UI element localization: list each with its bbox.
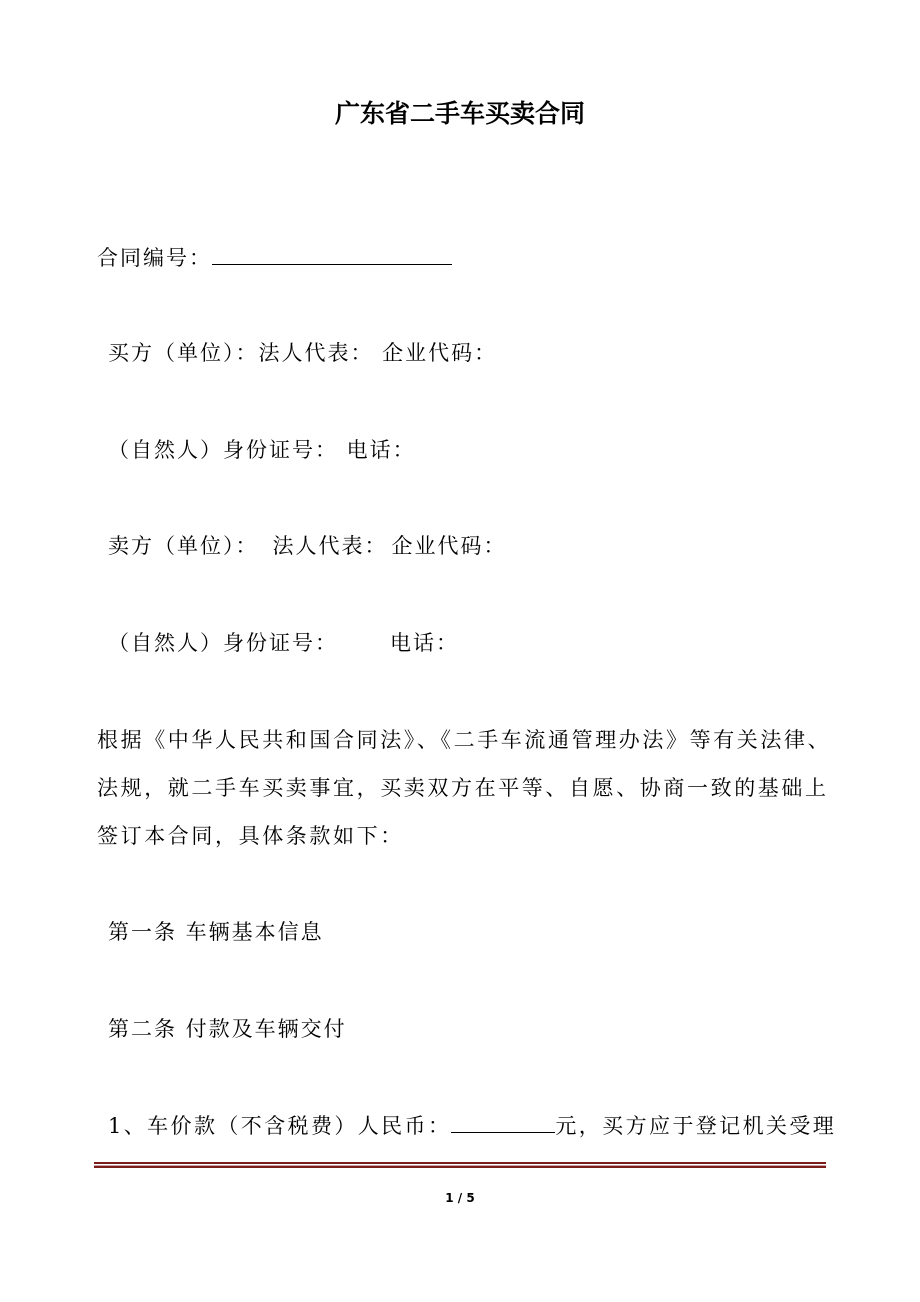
item-1-prefix: 1、车价款（不含税费）人民币： [108,1114,452,1138]
buyer-natural-person-line: （自然人）身份证号： 电话： [108,438,416,462]
seller-natural-person-line [108,628,459,658]
intro-paragraph: 根据《中华人民共和国合同法》、《二手车流通管理办法》等有关法律、法规，就二手车买卖事宜，买卖双方在平等、自愿、协商一致的基础上签订本合同，具体条款如下： [97,728,832,848]
contract-number-label: 合同编号： [97,246,212,270]
article-1-heading: 第一条 车辆基本信息 [108,920,324,944]
page-number: 1 / 5 [445,1191,475,1205]
contract-number-blank [212,242,452,265]
seller-code-label: 企业代码： [391,534,507,558]
item-1-line [108,1110,836,1141]
item-1-suffix: 元，买方应于登记机关受理 [555,1114,837,1138]
page-title: 广东省二手车买卖合同 [334,99,585,128]
article-2-heading: 第二条 付款及车辆交付 [108,1017,347,1041]
seller-id-label: （自然人）身份证号： [108,631,338,655]
contract-number-line [97,242,452,273]
seller-phone-label: 电话： [390,631,459,655]
footer-rule [94,1162,826,1168]
price-blank [451,1110,555,1133]
seller-rep-label: 法人代表： [272,534,388,558]
buyer-unit-line: 买方（单位）：法人代表： 企业代码： [108,341,498,365]
seller-unit-line [108,531,507,561]
seller-unit-label: 卖方（单位）： [108,534,259,558]
